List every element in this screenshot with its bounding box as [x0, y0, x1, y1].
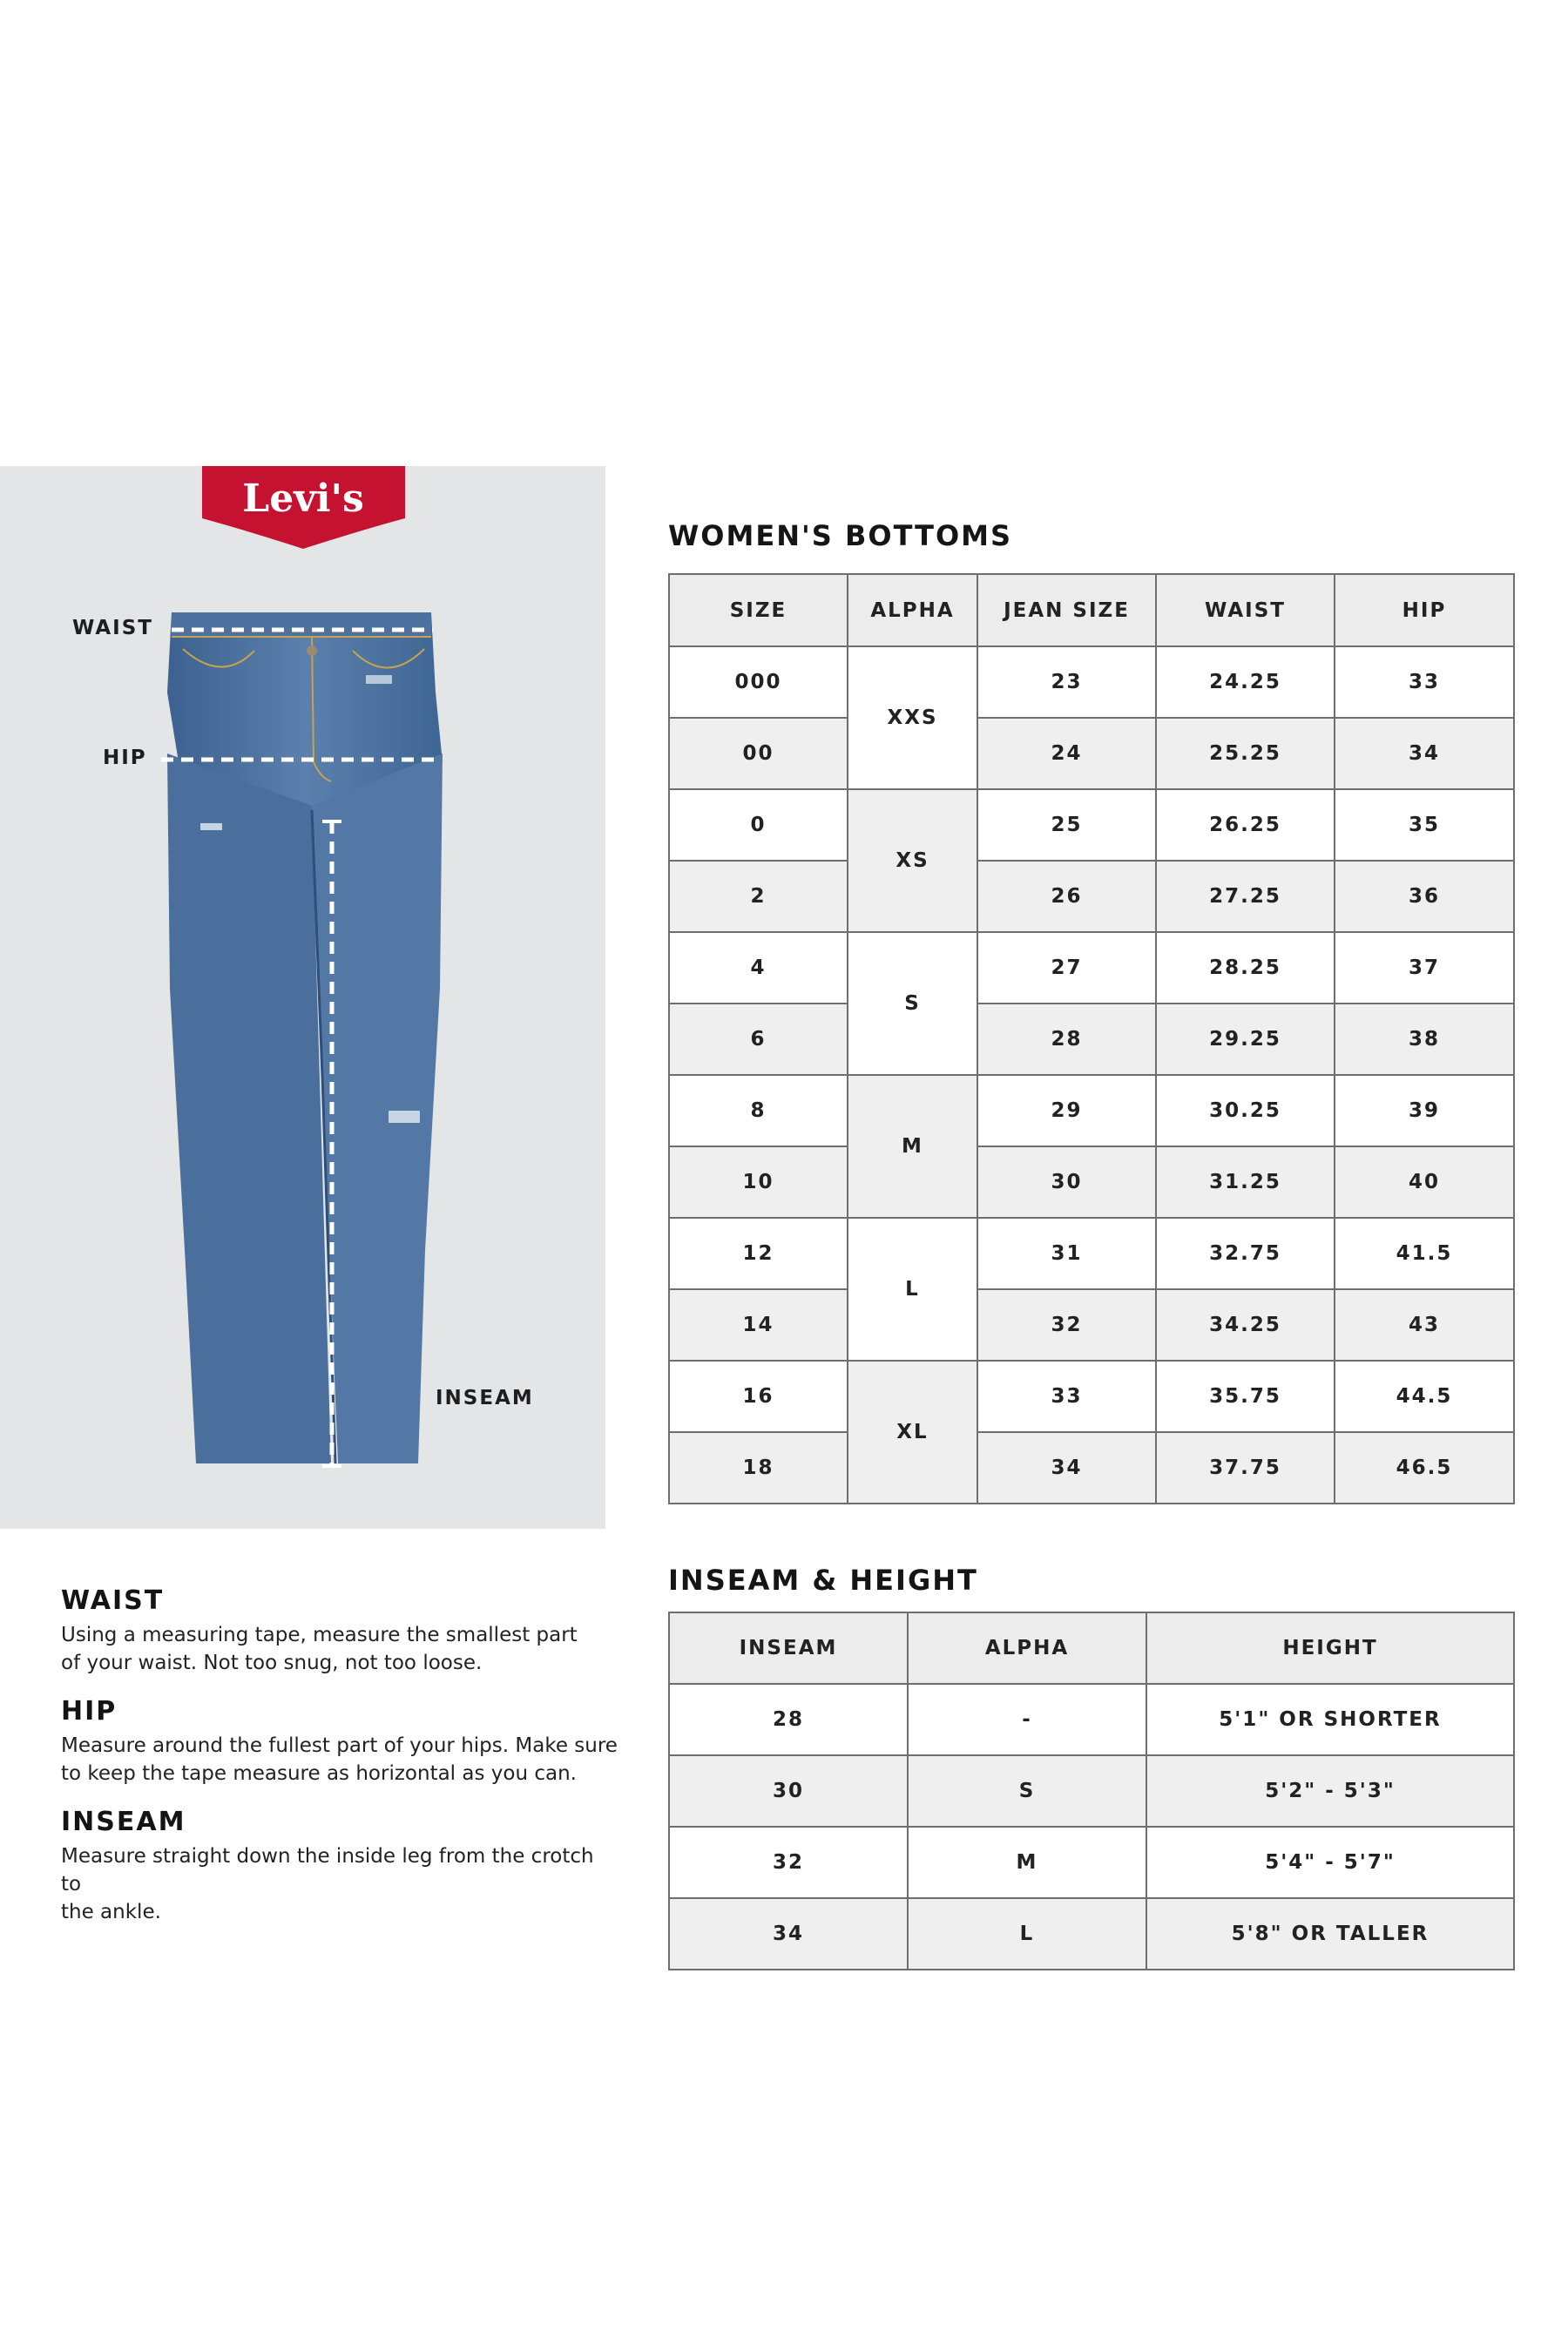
cell-size: 00 [669, 718, 848, 789]
levis-logo [202, 466, 405, 549]
cell-hip: 36 [1335, 861, 1514, 932]
registered-mark: R [375, 468, 383, 482]
table-header-row [669, 574, 1514, 646]
cell-alpha: XS [848, 789, 977, 932]
cell-waist: 35.75 [1156, 1361, 1335, 1432]
cell-hip: 38 [1335, 1004, 1514, 1075]
cell-size: 18 [669, 1432, 848, 1504]
header-waist: WAIST [1156, 574, 1335, 646]
cell-jean-size: 30 [977, 1146, 1156, 1218]
cell-inseam: 30 [669, 1755, 908, 1827]
table-row [669, 1004, 1514, 1075]
cell-jean-size: 23 [977, 646, 1156, 718]
cell-hip: 37 [1335, 932, 1514, 1004]
guide-hip [61, 1696, 618, 1788]
cell-jean-size: 29 [977, 1075, 1156, 1146]
cell-jean-size: 32 [977, 1289, 1156, 1361]
cell-alpha: L [908, 1898, 1146, 1970]
cell-waist: 27.25 [1156, 861, 1335, 932]
table-row [669, 1898, 1514, 1970]
cell-height: 5'2" - 5'3" [1146, 1755, 1514, 1827]
cell-waist: 24.25 [1156, 646, 1335, 718]
cell-hip: 43 [1335, 1289, 1514, 1361]
guide-inseam-line-1: Measure straight down the inside leg from the crotch to [61, 1845, 594, 1896]
cell-waist: 34.25 [1156, 1289, 1335, 1361]
guide-waist [61, 1585, 618, 1677]
cell-alpha: S [848, 932, 977, 1075]
cell-jean-size: 31 [977, 1218, 1156, 1289]
header-height: HEIGHT [1146, 1612, 1514, 1684]
cell-hip: 40 [1335, 1146, 1514, 1218]
cell-alpha: XL [848, 1361, 977, 1504]
table-row [669, 861, 1514, 932]
cell-size: 2 [669, 861, 848, 932]
cell-alpha: M [848, 1075, 977, 1218]
guide-waist-line-1: Using a measuring tape, measure the smallest part [61, 1624, 578, 1646]
cell-size: 14 [669, 1289, 848, 1361]
table-row [669, 1075, 1514, 1146]
table-row [669, 1361, 1514, 1432]
cell-alpha: L [848, 1218, 977, 1361]
cell-jean-size: 26 [977, 861, 1156, 932]
cell-jean-size: 33 [977, 1361, 1156, 1432]
table-row [669, 1146, 1514, 1218]
table-row [669, 646, 1514, 718]
hip-label: HIP [103, 747, 147, 769]
cell-size: 8 [669, 1075, 848, 1146]
cell-alpha: - [908, 1684, 1146, 1755]
inseam-height-title: INSEAM & HEIGHT [668, 1564, 978, 1597]
cell-alpha: M [908, 1827, 1146, 1898]
inseam-height-table [668, 1612, 1515, 1970]
cell-height: 5'8" OR TALLER [1146, 1898, 1514, 1970]
cell-size: 16 [669, 1361, 848, 1432]
header-alpha: ALPHA [908, 1612, 1146, 1684]
table-row [669, 718, 1514, 789]
cell-waist: 30.25 [1156, 1075, 1335, 1146]
cell-inseam: 28 [669, 1684, 908, 1755]
cell-size: 4 [669, 932, 848, 1004]
table-row [669, 1289, 1514, 1361]
guide-inseam-line-2: the ankle. [61, 1901, 161, 1923]
table-header-row [669, 1612, 1514, 1684]
table-row [669, 1218, 1514, 1289]
cell-hip: 33 [1335, 646, 1514, 718]
cell-size: 12 [669, 1218, 848, 1289]
table-row [669, 1684, 1514, 1755]
table-row [669, 789, 1514, 861]
cell-waist: 25.25 [1156, 718, 1335, 789]
jeans-illustration [167, 612, 443, 1463]
cell-hip: 34 [1335, 718, 1514, 789]
cell-inseam: 32 [669, 1827, 908, 1898]
cell-height: 5'1" OR SHORTER [1146, 1684, 1514, 1755]
header-inseam: INSEAM [669, 1612, 908, 1684]
cell-hip: 35 [1335, 789, 1514, 861]
cell-size: 10 [669, 1146, 848, 1218]
womens-bottoms-table [668, 573, 1515, 1504]
womens-bottoms-title: WOMEN'S BOTTOMS [668, 519, 1013, 552]
cell-size: 0 [669, 789, 848, 861]
cell-hip: 39 [1335, 1075, 1514, 1146]
guide-hip-title: HIP [61, 1696, 118, 1727]
guide-waist-line-2: of your waist. Not too snug, not too loose. [61, 1652, 483, 1674]
cell-waist: 28.25 [1156, 932, 1335, 1004]
logo-text: Levi's [242, 476, 364, 521]
guide-hip-line-1: Measure around the fullest part of your hips. Make sure [61, 1734, 618, 1757]
cell-jean-size: 34 [977, 1432, 1156, 1504]
cell-jean-size: 25 [977, 789, 1156, 861]
table-row [669, 1432, 1514, 1504]
cell-jean-size: 24 [977, 718, 1156, 789]
cell-size: 6 [669, 1004, 848, 1075]
cell-inseam: 34 [669, 1898, 908, 1970]
cell-waist: 32.75 [1156, 1218, 1335, 1289]
cell-alpha: XXS [848, 646, 977, 789]
inseam-label: INSEAM [436, 1387, 534, 1409]
cell-jean-size: 28 [977, 1004, 1156, 1075]
table-row [669, 932, 1514, 1004]
header-jean-size: JEAN SIZE [977, 574, 1156, 646]
cell-hip: 46.5 [1335, 1432, 1514, 1504]
guide-inseam [61, 1807, 618, 1926]
guide-inseam-title: INSEAM [61, 1807, 186, 1837]
table-row [669, 1755, 1514, 1827]
guide-hip-line-2: to keep the tape measure as horizontal as you can. [61, 1762, 577, 1785]
cell-size: 000 [669, 646, 848, 718]
cell-waist: 29.25 [1156, 1004, 1335, 1075]
cell-alpha: S [908, 1755, 1146, 1827]
cell-hip: 44.5 [1335, 1361, 1514, 1432]
cell-waist: 31.25 [1156, 1146, 1335, 1218]
header-hip: HIP [1335, 574, 1514, 646]
cell-height: 5'4" - 5'7" [1146, 1827, 1514, 1898]
table-row [669, 1827, 1514, 1898]
waist-label: WAIST [72, 617, 153, 639]
cell-waist: 26.25 [1156, 789, 1335, 861]
cell-waist: 37.75 [1156, 1432, 1335, 1504]
fit-diagram-panel [0, 466, 605, 1529]
cell-hip: 41.5 [1335, 1218, 1514, 1289]
header-size: SIZE [669, 574, 848, 646]
cell-jean-size: 27 [977, 932, 1156, 1004]
guide-waist-title: WAIST [61, 1585, 165, 1616]
header-alpha: ALPHA [848, 574, 977, 646]
